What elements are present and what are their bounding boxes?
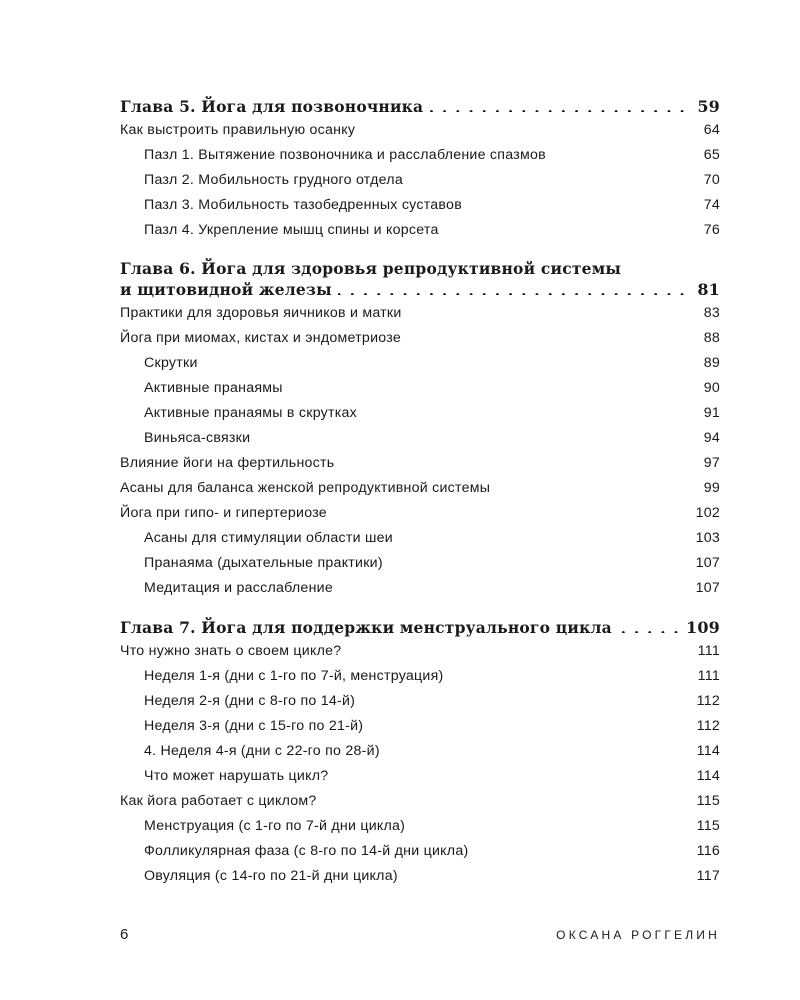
- toc-entry[interactable]: [120, 576, 720, 601]
- chapter-heading[interactable]: [120, 259, 720, 301]
- toc-entry[interactable]: [120, 451, 720, 476]
- leader-dots: [363, 403, 686, 417]
- leader-dots: [361, 691, 686, 705]
- entry-page: 74: [703, 197, 720, 213]
- chapter-title: Глава 7. Йога для поддержки менструального цикла: [120, 618, 612, 637]
- leader-dots: [496, 478, 686, 492]
- toc-entry[interactable]: [120, 376, 720, 401]
- entry-page: 102: [695, 505, 720, 521]
- leader-dots: [445, 220, 686, 234]
- entry-page: 90: [703, 380, 720, 396]
- leader-dots: [339, 578, 686, 592]
- chapter-6: [120, 259, 720, 601]
- toc-entry[interactable]: [120, 764, 720, 789]
- entry-title: Пазл 4. Укрепление мышц спины и корсета: [144, 222, 439, 238]
- leader-dots: [411, 816, 686, 830]
- entry-page: 111: [697, 643, 720, 659]
- entry-page: 91: [703, 405, 720, 421]
- entry-title: Овуляция (с 14-го по 21-й дни цикла): [144, 868, 398, 884]
- entry-title: Асаны для стимуляции области шеи: [144, 530, 393, 546]
- entry-title: Пазл 2. Мобильность грудного отдела: [144, 172, 403, 188]
- chapter-title: и щитовидной железы: [120, 280, 332, 299]
- chapter-page: 109: [686, 618, 720, 637]
- toc-entry[interactable]: [120, 526, 720, 551]
- leader-dots: [450, 666, 687, 680]
- toc-entry[interactable]: [120, 639, 720, 664]
- toc-entry[interactable]: [120, 351, 720, 376]
- toc-entry[interactable]: [120, 814, 720, 839]
- toc-entry[interactable]: [120, 193, 720, 218]
- entry-page: 116: [696, 843, 720, 859]
- leader-dots: [409, 170, 686, 184]
- entry-page: 65: [703, 147, 720, 163]
- entry-page: 112: [696, 718, 720, 734]
- entry-title: Асаны для баланса женской репродуктивной системы: [120, 480, 491, 496]
- entry-page: 103: [695, 530, 720, 546]
- leader-dots: [369, 716, 686, 730]
- entry-title: Практики для здоровья яичников и матки: [120, 305, 402, 321]
- leader-dots: [289, 378, 686, 392]
- entry-page: 70: [703, 172, 720, 188]
- toc-entry[interactable]: [120, 301, 720, 326]
- entry-page: 112: [696, 693, 720, 709]
- toc-entry[interactable]: [120, 476, 720, 501]
- entry-page: 114: [696, 768, 720, 784]
- chapter-7: [120, 617, 720, 889]
- leader-dots: [404, 866, 686, 880]
- chapter-page: 59: [697, 97, 720, 116]
- page-number: 6: [120, 926, 129, 943]
- leader-dots: [399, 528, 686, 542]
- entry-page: 94: [703, 430, 720, 446]
- chapter-heading[interactable]: [120, 617, 720, 639]
- toc-entry[interactable]: [120, 118, 720, 143]
- entry-title: Что нужно знать о своем цикле?: [120, 643, 342, 659]
- toc-entry[interactable]: [120, 739, 720, 764]
- toc-entry[interactable]: [120, 326, 720, 351]
- entry-title: Как йога работает с циклом?: [120, 793, 317, 809]
- entry-title: Пазл 1. Вытяжение позвоночника и расслабление спазмов: [144, 147, 546, 163]
- entry-title: Менструация (с 1-го по 7-й дни цикла): [144, 818, 406, 834]
- entry-title: Пранаяма (дыхательные практики): [144, 555, 383, 571]
- entry-page: 83: [703, 305, 720, 321]
- leader-dots: [340, 453, 686, 467]
- entry-page: 76: [703, 222, 720, 238]
- chapter-title-line1: Глава 6. Йога для здоровья репродуктивной системы: [120, 259, 622, 278]
- leader-dots: [334, 766, 686, 780]
- entry-title: Скрутки: [144, 355, 198, 371]
- entry-page: 117: [696, 868, 720, 884]
- leader-dots: [474, 841, 686, 855]
- leader-dots: [389, 553, 686, 567]
- entry-page: 115: [696, 818, 720, 834]
- entry-page: 89: [703, 355, 720, 371]
- entry-page: 107: [695, 580, 720, 596]
- leader-dots: [386, 741, 686, 755]
- leader-dots: [408, 303, 686, 317]
- entry-title: Фолликулярная фаза (с 8-го по 14-й дни цикла): [144, 843, 469, 859]
- entry-page: 97: [703, 455, 720, 471]
- toc-entry[interactable]: [120, 864, 720, 889]
- chapter-page: 81: [697, 280, 720, 299]
- chapter-heading[interactable]: [120, 96, 720, 118]
- entry-title: Как выстроить правильную осанку: [120, 122, 356, 138]
- leader-dots: [323, 791, 686, 805]
- leader-dots: [552, 145, 686, 159]
- entry-title: Влияние йоги на фертильность: [120, 455, 335, 471]
- toc-entry[interactable]: [120, 789, 720, 814]
- entry-title: Медитация и расслабление: [144, 580, 333, 596]
- entry-page: 88: [703, 330, 720, 346]
- leader-dots: [618, 618, 680, 634]
- entry-title: Виньяса-связки: [144, 430, 251, 446]
- entry-page: 115: [696, 793, 720, 809]
- entry-title: Неделя 2-я (дни с 8-го по 14-й): [144, 693, 356, 709]
- leader-dots: [468, 195, 686, 209]
- entry-page: 64: [703, 122, 720, 138]
- leader-dots: [333, 503, 686, 517]
- entry-title: Активные пранаямы: [144, 380, 283, 396]
- leader-dots: [204, 353, 686, 367]
- chapter-5: [120, 96, 720, 243]
- toc-entry[interactable]: [120, 664, 720, 689]
- entry-title: Неделя 3-я (дни с 15-го по 21-й): [144, 718, 364, 734]
- toc-entry[interactable]: [120, 168, 720, 193]
- toc-entry[interactable]: [120, 218, 720, 243]
- entry-page: 99: [703, 480, 720, 496]
- entry-title: Активные пранаямы в скрутках: [144, 405, 358, 421]
- leader-dots: [407, 328, 686, 342]
- table-of-contents: [120, 96, 720, 893]
- leader-dots: [429, 97, 686, 113]
- chapter-title-row: [120, 96, 720, 118]
- entry-title: 4. Неделя 4-я (дни с 22-го по 28-й): [144, 743, 380, 759]
- leader-dots: [256, 428, 686, 442]
- entry-title: Йога при гипо- и гипертериозе: [120, 505, 327, 521]
- chapter-title-row: [120, 279, 720, 301]
- toc-entry[interactable]: [120, 143, 720, 168]
- entry-title: Что может нарушать цикл?: [144, 768, 329, 784]
- toc-entry[interactable]: [120, 839, 720, 864]
- toc-entry[interactable]: [120, 551, 720, 576]
- toc-entry[interactable]: [120, 426, 720, 451]
- leader-dots: [347, 641, 686, 655]
- author-name: ОКСАНА РОГГЕЛИН: [556, 928, 720, 942]
- entry-title: Пазл 3. Мобильность тазобедренных суставов: [144, 197, 462, 213]
- entry-page: 107: [695, 555, 720, 571]
- leader-dots: [338, 280, 686, 296]
- entry-page: 114: [696, 743, 720, 759]
- chapter-title: Глава 5. Йога для позвоночника: [120, 97, 424, 116]
- toc-entry[interactable]: [120, 401, 720, 426]
- toc-entry[interactable]: [120, 714, 720, 739]
- chapter-title-row: [120, 617, 720, 639]
- entry-title: Неделя 1-я (дни с 1-го по 7-й, менструация): [144, 668, 444, 684]
- leader-dots: [361, 120, 686, 134]
- entry-page: 111: [697, 668, 720, 684]
- entry-title: Йога при миомах, кистах и эндометриозе: [120, 330, 401, 346]
- toc-entry[interactable]: [120, 689, 720, 714]
- toc-entry[interactable]: [120, 501, 720, 526]
